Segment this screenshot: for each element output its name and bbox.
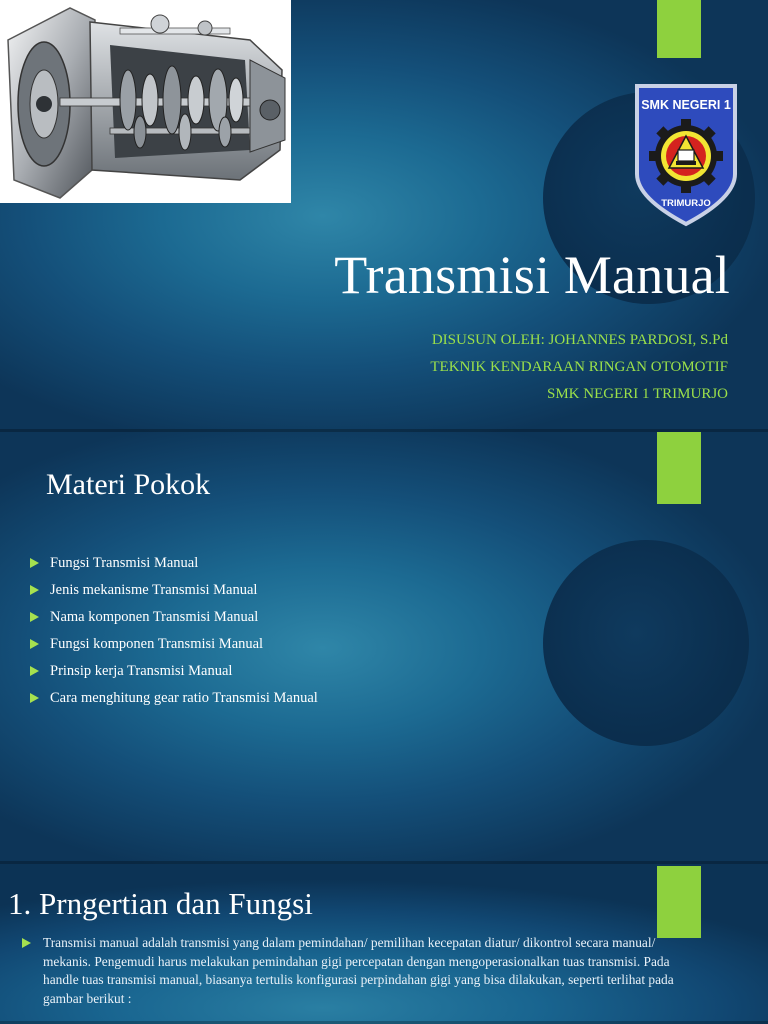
- list-item: [30, 662, 318, 689]
- list-item: [30, 608, 318, 635]
- list-item-label: Fungsi komponen Transmisi Manual: [50, 636, 264, 652]
- bullet-arrow-icon: [30, 558, 39, 568]
- list-item: [30, 581, 318, 608]
- list-item-label: Prinsip kerja Transmisi Manual: [50, 663, 233, 679]
- logo-bottom-text: TRIMURJO: [661, 198, 711, 209]
- list-item-label: Jenis mekanisme Transmisi Manual: [50, 582, 258, 598]
- content-slide: [0, 864, 768, 1024]
- list-item: [30, 554, 318, 581]
- logo-top-text: SMK NEGERI 1: [641, 98, 731, 112]
- bullet-arrow-icon: [22, 938, 31, 948]
- author-line: DISUSUN OLEH: JOHANNES PARDOSI, S.Pd: [431, 332, 728, 348]
- definition-paragraph: Transmisi manual adalah transmisi yang dalam pemindahan/ pemilihan kecepatan diatur/ dikontrol secara manual/ mekanis. Pengemudi harus melakukan pemindahan gigi percepatan dengan mengoperasionalkan tuas transmisi. Pada handle tuas transmisi manual, biasanya tertulis konfigurasi perpindahan gigi yang bisa dilakukan, seperti terlihat pada gambar berikut :: [43, 935, 674, 1006]
- school-line: SMK NEGERI 1 TRIMURJO: [547, 386, 728, 402]
- list-item: [30, 635, 318, 662]
- accent-bar: [657, 432, 701, 504]
- bullet-arrow-icon: [30, 639, 39, 649]
- gearbox-image: [0, 0, 291, 203]
- list-item: [30, 689, 318, 716]
- slide-heading: Materi Pokok: [46, 468, 211, 501]
- list-item-label: Fungsi Transmisi Manual: [50, 555, 199, 571]
- bullet-arrow-icon: [30, 666, 39, 676]
- bullet-arrow-icon: [30, 612, 39, 622]
- topic-list: [30, 554, 318, 716]
- accent-bar: [657, 0, 701, 58]
- title-slide: [0, 0, 768, 432]
- decorative-circle: [543, 540, 749, 746]
- school-logo: [633, 82, 739, 228]
- list-item-label: Cara menghitung gear ratio Transmisi Manual: [50, 690, 318, 706]
- slide-title: Transmisi Manual: [334, 245, 730, 305]
- bullet-arrow-icon: [30, 585, 39, 595]
- slide-heading: 1. Prngertian dan Fungsi: [8, 886, 313, 921]
- department-line: TEKNIK KENDARAAN RINGAN OTOMOTIF: [430, 359, 728, 375]
- bullet-arrow-icon: [30, 693, 39, 703]
- accent-bar: [657, 866, 701, 938]
- outline-slide: [0, 432, 768, 864]
- list-item-label: Nama komponen Transmisi Manual: [50, 609, 259, 625]
